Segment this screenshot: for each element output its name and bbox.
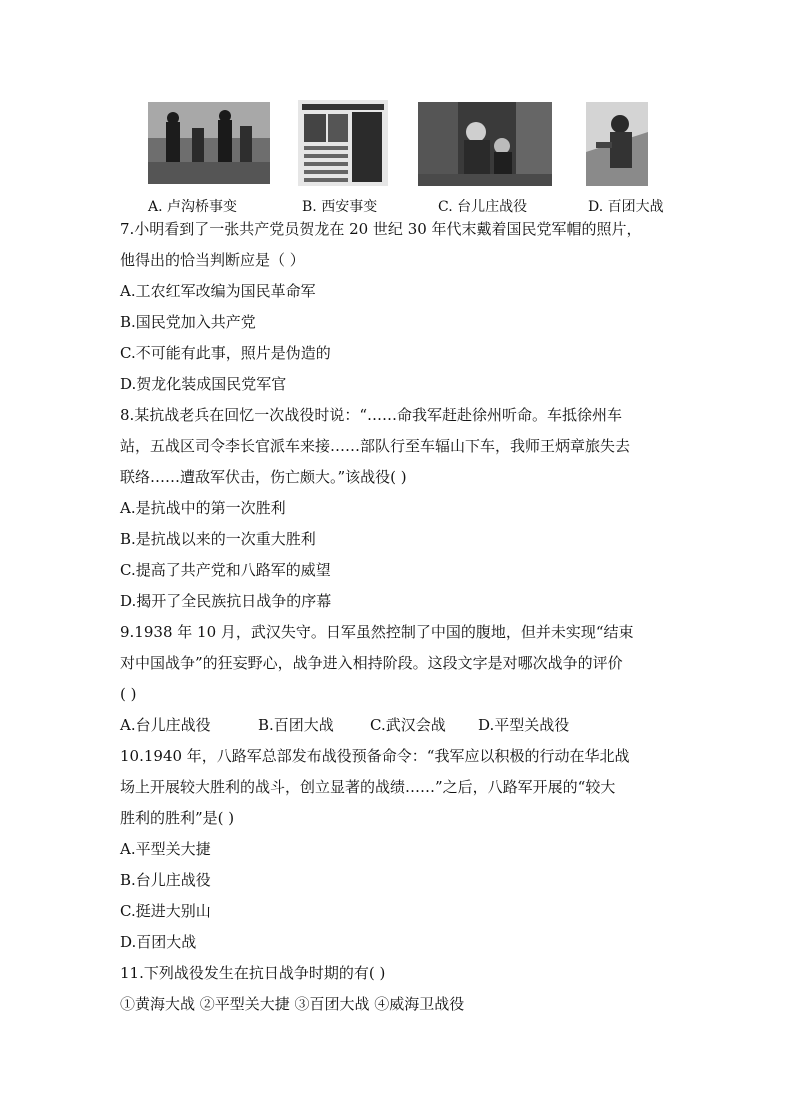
photo-b-image: [298, 100, 388, 186]
question-7-stem-line-2: 他得出的恰当判断应是（ ）: [120, 251, 305, 269]
question-10: [120, 741, 680, 958]
photo-caption-a: A. 卢沟桥事变: [148, 199, 238, 215]
photo-caption-b: B. 西安事变: [302, 199, 378, 215]
photo-d-baituan: [586, 102, 648, 186]
question-8-stem-line-1: 8.某抗战老兵在回忆一次战役时说：“……命我军赶赴徐州听命。车抵徐州车: [120, 406, 622, 424]
photo-b-xian: [298, 100, 388, 186]
question-7-option-b: B.国民党加入共产党: [120, 313, 256, 331]
question-9-stem-line-3: ( ): [120, 685, 137, 703]
question-9-options: [120, 710, 680, 741]
photo-strip: [0, 100, 790, 218]
question-10-option-b: B.台儿庄战役: [120, 871, 211, 889]
question-list: [120, 214, 680, 1020]
photo-a-lugouqiao: [148, 102, 270, 184]
question-10-option-a: A.平型关大捷: [120, 840, 211, 858]
question-10-stem-line-2: 场上开展较大胜利的战斗，创立显著的战绩……”之后，八路军开展的“较大: [120, 778, 616, 796]
photo-a-image: [148, 102, 270, 184]
question-10-option-d: D.百团大战: [120, 933, 197, 951]
question-9-option-b: B.百团大战: [258, 716, 334, 734]
question-11: [120, 958, 680, 1020]
question-8-stem-line-3: 联络……遭敌军伏击，伤亡颇大。”该战役( ): [120, 468, 407, 486]
question-8: [120, 400, 680, 617]
question-8-stem-line-2: 站，五战区司令李长官派车来接……部队行至车辐山下车，我师王炳章旅失去: [120, 437, 631, 455]
question-9-stem-line-1: 9.1938 年 10 月，武汉失守。日军虽然控制了中国的腹地，但并未实现“结束: [120, 623, 634, 641]
question-8-option-b: B.是抗战以来的一次重大胜利: [120, 530, 316, 548]
question-8-option-a: A.是抗战中的第一次胜利: [120, 499, 286, 517]
question-9-option-c: C.武汉会战: [370, 716, 446, 734]
question-7-option-a: A.工农红军改编为国民革命军: [120, 282, 316, 300]
photo-c-taierzhuang: [418, 102, 552, 186]
question-11-stem-line-1: 11.下列战役发生在抗日战争时期的有( ): [120, 964, 386, 982]
question-11-items-line: ①黄海大战 ②平型关大捷 ③百团大战 ④威海卫战役: [120, 995, 465, 1013]
question-9-option-d: D.平型关战役: [478, 716, 570, 734]
photo-caption-c: C. 台儿庄战役: [438, 199, 528, 215]
question-10-option-c: C.挺进大别山: [120, 902, 211, 920]
question-7: [120, 214, 680, 400]
question-9-option-a: A.台儿庄战役: [120, 716, 211, 734]
question-7-stem-line-1: 7.小明看到了一张共产党员贺龙在 20 世纪 30 年代末戴着国民党军帽的照片，: [120, 220, 642, 238]
question-9-stem-line-2: 对中国战争”的狂妄野心，战争进入相持阶段。这段文字是对哪次战争的评价: [120, 654, 623, 672]
question-9: [120, 617, 680, 741]
question-7-option-d: D.贺龙化装成国民党军官: [120, 375, 287, 393]
question-10-stem-line-1: 10.1940 年，八路军总部发布战役预备命令：“我军应以积极的行动在华北战: [120, 747, 630, 765]
photo-caption-d: D. 百团大战: [588, 199, 664, 215]
question-8-option-d: D.揭开了全民族抗日战争的序幕: [120, 592, 332, 610]
question-7-option-c: C.不可能有此事，照片是伪造的: [120, 344, 331, 362]
question-8-option-c: C.提高了共产党和八路军的威望: [120, 561, 331, 579]
question-10-stem-line-3: 胜利的胜利”是( ): [120, 809, 235, 827]
photo-d-image: [586, 102, 648, 186]
photo-c-image: [418, 102, 552, 186]
